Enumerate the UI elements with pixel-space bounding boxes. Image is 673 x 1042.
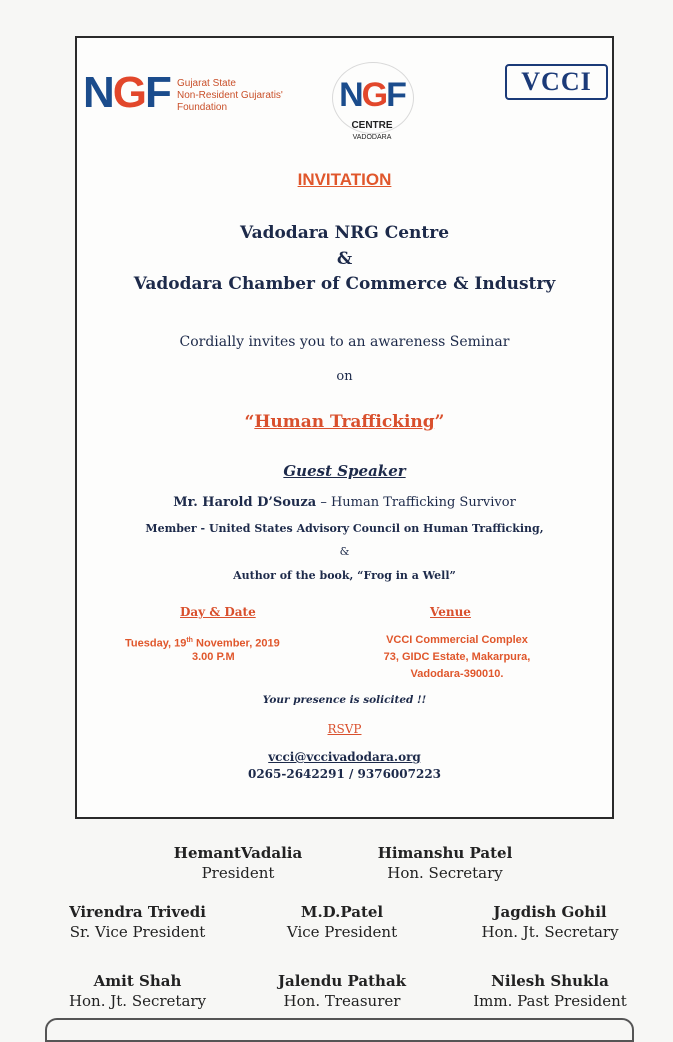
officer-imm-past-president: Nilesh Shukla Imm. Past President — [473, 972, 627, 1010]
nrg-centre-logo — [327, 62, 417, 150]
organizer-ampersand: & — [336, 249, 353, 269]
officer-hon-jt-secretary-1: Jagdish Gohil Hon. Jt. Secretary — [481, 903, 619, 941]
bottom-frame-edge — [45, 1018, 634, 1042]
day-date-heading: Day & Date — [180, 605, 256, 619]
centre-logo-word: CENTRE — [351, 120, 393, 131]
officer-hon-jt-secretary-2: Amit Shah Hon. Jt. Secretary — [68, 972, 207, 1010]
vcci-logo: VCCI — [505, 64, 608, 100]
on-text: on — [336, 369, 353, 384]
organizer-line-1: Vadodara NRG Centre — [239, 223, 450, 243]
ngf-org-name: Gujarat State Non-Resident Gujaratis' Foundation — [177, 78, 283, 113]
officer-president: HemantVadalia President — [173, 844, 303, 882]
rsvp-email-link[interactable]: vcci@vccivadodara.org — [268, 750, 421, 764]
presence-note: Your presence is solicited !! — [262, 694, 427, 706]
speaker-member-line: Member - United States Advisory Council on Human Trafficking, — [145, 522, 544, 535]
officer-hon-treasurer: Jalendu Pathak Hon. Treasurer — [277, 972, 407, 1010]
speaker-ampersand: & — [339, 545, 350, 558]
rsvp-phone: 0265-2642291 / 9376007223 — [247, 767, 442, 781]
officer-vice-president: M.D.Patel Vice President — [286, 903, 398, 941]
ngf-logo-mark: NGF — [83, 68, 170, 117]
invitation-card — [75, 36, 614, 819]
ngf-logo — [83, 66, 303, 120]
rsvp-heading: RSVP — [327, 722, 362, 736]
centre-logo-city: VADODARA — [352, 134, 392, 141]
organizer-line-2: Vadodara Chamber of Commerce & Industry — [133, 274, 556, 294]
officer-sr-vice-president: Virendra Trivedi Sr. Vice President — [69, 903, 206, 941]
event-date: Tuesday, 19th November, 2019 — [125, 637, 280, 650]
speaker-line: Mr. Harold D’Souza – Human Trafficking Survivor — [173, 495, 516, 510]
event-time: 3.00 P.M — [192, 651, 235, 663]
venue-heading: Venue — [430, 605, 471, 619]
venue-address: VCCI Commercial Complex 73, GIDC Estate, Makarpura, Vadodara-390010. — [383, 634, 531, 680]
invitation-heading: INVITATION — [297, 170, 392, 189]
officer-hon-secretary: Himanshu Patel Hon. Secretary — [377, 844, 513, 882]
centre-logo-mark: NGF — [339, 76, 405, 114]
invites-text: Cordially invites you to an awareness Seminar — [179, 334, 510, 350]
seminar-topic: “Human Trafficking” — [244, 412, 445, 432]
speaker-author-line: Author of the book, “Frog in a Well” — [233, 569, 456, 582]
guest-speaker-heading: Guest Speaker — [283, 462, 406, 480]
